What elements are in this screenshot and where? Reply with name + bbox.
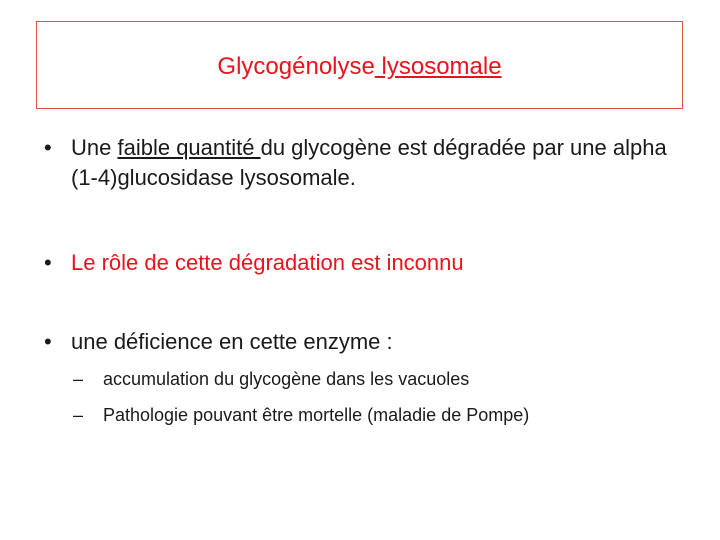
bullet-dot: •: [44, 250, 52, 275]
sub-bullet-1-text: accumulation du glycogène dans les vacuoles: [103, 369, 470, 389]
title-box: [36, 21, 683, 109]
bullet-2-text: Le rôle de cette dégradation est inconnu: [71, 250, 464, 275]
sub-bullet-dash: –: [73, 405, 84, 425]
bullet-3-text: une déficience en cette enzyme :: [71, 329, 393, 354]
bullet-dot: •: [44, 135, 52, 160]
sub-bullet-dash: –: [73, 369, 84, 389]
title-underlined: lysosomale: [374, 53, 502, 80]
bullet-1-text: [71, 133, 671, 193]
sub-bullet-2-text: Pathologie pouvant être mortelle (maladie de Pompe): [103, 405, 530, 425]
slide-title: [37, 53, 682, 81]
bullet-1-underlined: faible quantité: [117, 135, 261, 160]
bullet-1-pre: Une: [71, 135, 118, 160]
title-main: Glycogénolyse: [217, 53, 375, 80]
bullet-dot: •: [44, 329, 52, 354]
bullet-1-post: du glycogène est dégradée par une alpha (1-4)glucosidase lysosomale.: [71, 135, 667, 190]
